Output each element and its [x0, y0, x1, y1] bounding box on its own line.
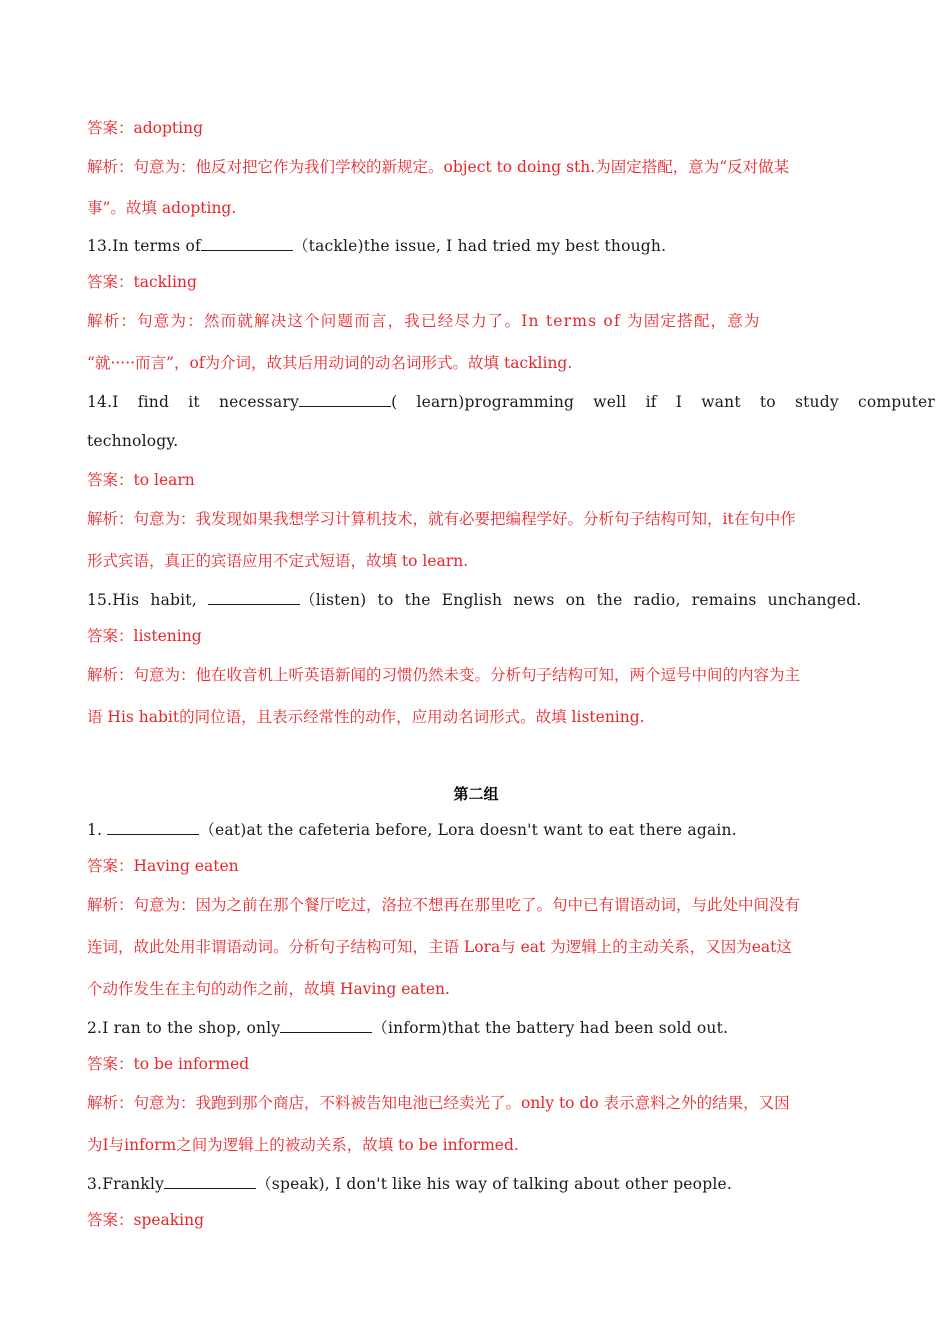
answer-blank[interactable] [201, 236, 293, 251]
explanation-prev-line1: 解析：句意为：他反对把它作为我们学校的新规定。object to doing sth.为固定搭配，意为“反对做某 [87, 158, 790, 176]
explanation-14-line2: 形式宾语，真正的宾语应用不定式短语，故填 to learn. [87, 552, 469, 570]
answer-blank[interactable] [208, 590, 300, 605]
question-g2-2: 2.I ran to the shop, only （inform)that the battery had been sold out. [87, 1019, 729, 1037]
answer-prev: 答案：adopting [87, 119, 204, 137]
explanation-g2-2-line1: 解析：句意为：我跑到那个商店，不料被告知电池已经卖光了。only to do 表示意料之外的结果，又因 [87, 1094, 790, 1112]
explanation-15-line2: 语 His habit的同位语，且表示经常性的动作，应用动名词形式。故填 listening. [87, 708, 645, 726]
answer-blank[interactable] [280, 1018, 372, 1033]
answer-blank[interactable] [299, 392, 391, 407]
answer-13: 答案：tackling [87, 273, 197, 291]
answer-15: 答案：listening [87, 627, 202, 645]
answer-g2-2: 答案：to be informed [87, 1055, 250, 1073]
worksheet-page [87, 110, 935, 1238]
explanation-14-line1: 解析：句意为：我发现如果我想学习计算机技术，就有必要把编程学好。分析句子结构可知，it在句中作 [87, 510, 796, 528]
answer-g2-1: 答案：Having eaten [87, 857, 239, 875]
explanation-g2-1-line2: 连词，故此处用非谓语动词。分析句子结构可知，主语 Lora与 eat 为逻辑上的主动关系，又因为eat这 [87, 938, 792, 956]
explanation-g2-1-line1: 解析：句意为：因为之前在那个餐厅吃过，洛拉不想再在那里吃了。句中已有谓语动词，与此处中间没有 [87, 896, 801, 914]
explanation-g2-2-line2: 为I与inform之间为逻辑上的被动关系，故填 to be informed. [87, 1136, 519, 1154]
answer-14: 答案：to learn [87, 471, 195, 489]
explanation-13-line1: 解析：句意为：然而就解决这个问题而言，我已经尽力了。In terms of 为固定搭配，意为 [87, 312, 761, 330]
explanation-g2-1-line3: 个动作发生在主句的动作之前，故填 Having eaten. [87, 980, 450, 998]
question-13: 13.In terms of （tackle)the issue, I had tried my best though. [87, 237, 667, 255]
question-14: 14.I find it necessary ( learn)programming well if I want to study computer [87, 393, 935, 411]
question-14-continued: technology. [87, 432, 179, 450]
explanation-prev-line2: 事”。故填 adopting. [87, 199, 237, 217]
section-heading: 第二组 [453, 785, 499, 803]
question-g2-1: 1. （eat)at the cafeteria before, Lora doesn't want to eat there again. [87, 821, 737, 839]
question-g2-3: 3.Frankly （speak), I don't like his way of talking about other people. [87, 1175, 732, 1193]
answer-blank[interactable] [164, 1174, 256, 1189]
answer-blank[interactable] [107, 820, 199, 835]
answer-g2-3: 答案：speaking [87, 1211, 205, 1229]
question-15: 15.His habit, （listen) to the English news on the radio, remains unchanged. [87, 591, 862, 609]
explanation-15-line1: 解析：句意为：他在收音机上听英语新闻的习惯仍然未变。分析句子结构可知，两个逗号中间的内容为主 [87, 666, 801, 684]
explanation-13-line2: “就·····而言”，of为介词，故其后用动词的动名词形式。故填 tackling. [87, 354, 573, 372]
